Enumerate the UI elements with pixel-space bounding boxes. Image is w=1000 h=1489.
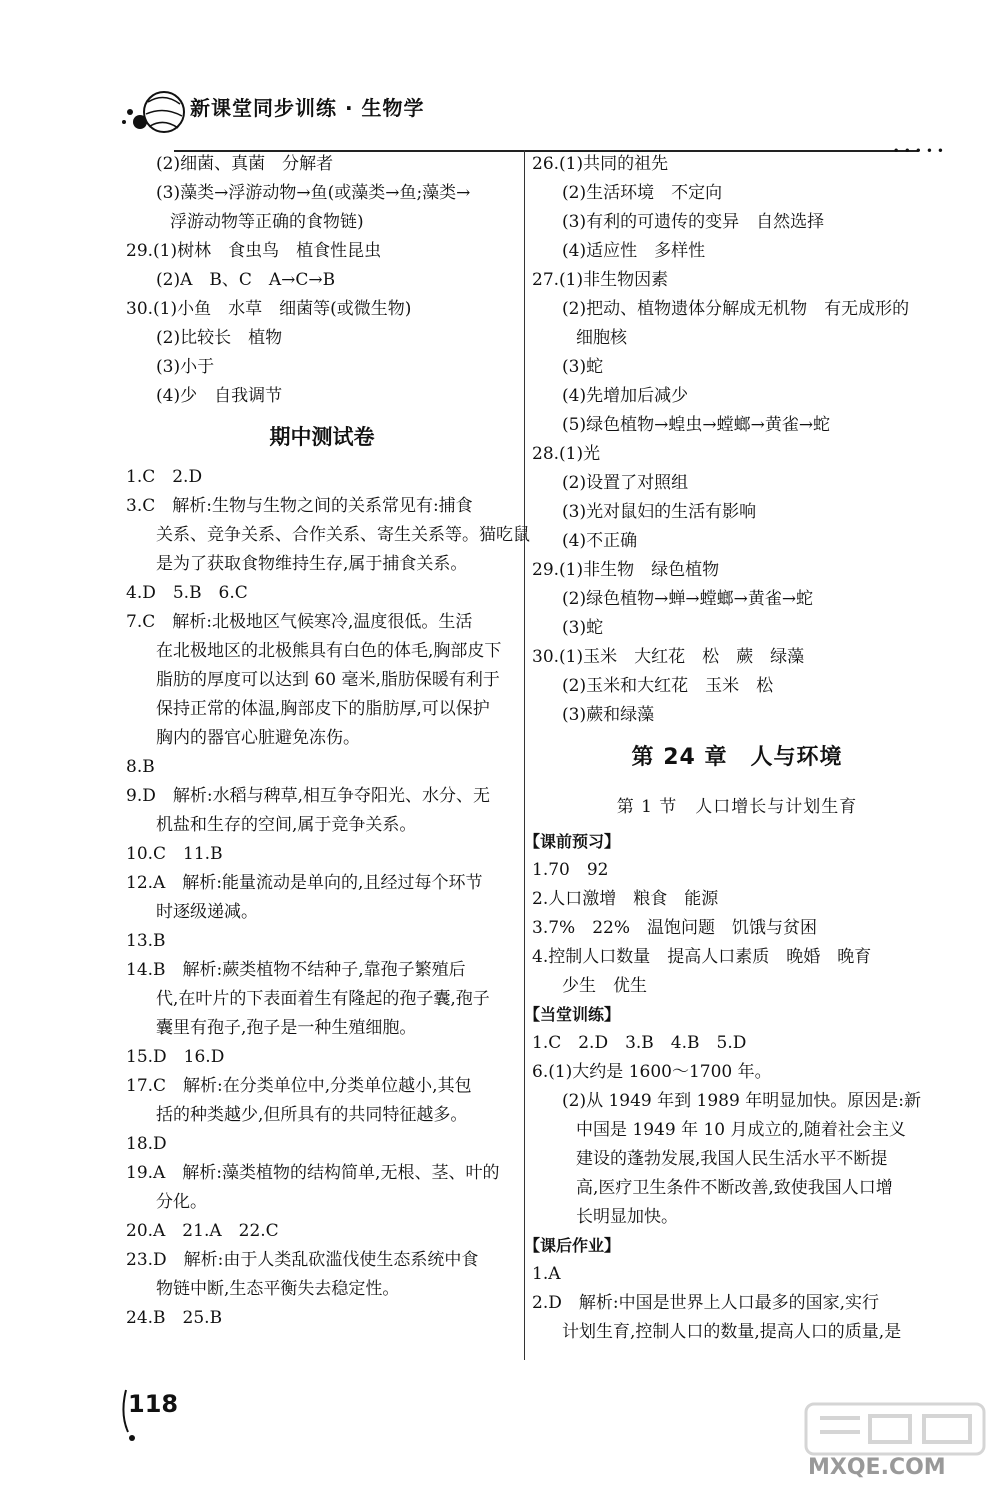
answer-line: 27.(1)非生物因素 [532, 270, 669, 290]
page-header [118, 82, 948, 158]
watermark-url: MXQE.COM [808, 1455, 946, 1480]
answer-line: 17.C 解析:在分类单位中,分类单位越小,其包 [126, 1076, 472, 1096]
answer-line: (2)绿色植物→蝉→螳螂→黄雀→蛇 [562, 589, 814, 609]
answer-line: 20.A 21.A 22.C [126, 1221, 279, 1241]
answer-line: 长明显加快。 [576, 1207, 678, 1227]
answer-line: (4)不正确 [562, 531, 638, 551]
answer-line: 4.D 5.B 6.C [126, 583, 248, 603]
answer-line: (3)小于 [156, 357, 215, 377]
answer-line: 30.(1)玉米 大红花 松 蕨 绿藻 [532, 647, 805, 667]
answer-line: 15.D 16.D [126, 1047, 225, 1067]
answer-line: 3.C 解析:生物与生物之间的关系常见有:捕食 [126, 496, 473, 516]
answer-line: 19.A 解析:藻类植物的结构简单,无根、茎、叶的 [126, 1163, 500, 1183]
answer-line: 13.B [126, 931, 166, 951]
answer-line: 物链中断,生态平衡失去稳定性。 [156, 1279, 400, 1299]
answer-line: (4)适应性 多样性 [562, 241, 706, 261]
section-tag: 【课前预习】 [524, 832, 621, 851]
answer-line: 1.C 2.D 3.B 4.B 5.D [532, 1033, 747, 1053]
answer-line: 29.(1)非生物 绿色植物 [532, 560, 720, 580]
answer-line: 12.A 解析:能量流动是单向的,且经过每个环节 [126, 873, 483, 893]
answer-line: 代,在叶片的下表面着生有隆起的孢子囊,孢子 [156, 989, 490, 1009]
answer-line: 建设的蓬勃发展,我国人民生活水平不断提 [576, 1149, 888, 1169]
answer-line: 1.70 92 [532, 860, 609, 880]
answer-line: (2)把动、植物遗体分解成无机物 有无成形的 [562, 299, 910, 319]
answer-line: 是为了获取食物维持生存,属于捕食关系。 [156, 554, 468, 574]
answer-line: 1.A [532, 1264, 561, 1284]
answer-line: 14.B 解析:蕨类植物不结种子,靠孢子繁殖后 [126, 960, 466, 980]
section-tag: 【当堂训练】 [524, 1005, 621, 1024]
answer-line: 时逐级递减。 [156, 902, 258, 922]
answer-line: 胸内的器官心脏避免冻伤。 [156, 728, 360, 748]
answer-line: 高,医疗卫生条件不断改善,致使我国人口增 [576, 1178, 893, 1198]
answer-line: 计划生育,控制人口的数量,提高人口的质量,是 [562, 1322, 902, 1342]
answer-line: (4)少 自我调节 [156, 386, 283, 406]
answer-line: 29.(1)树林 食虫鸟 植食性昆虫 [126, 241, 382, 261]
answer-line: 囊里有孢子,孢子是一种生殖细胞。 [156, 1018, 417, 1038]
section-tag: 【课后作业】 [524, 1236, 621, 1255]
answer-line: 细胞核 [576, 328, 627, 348]
left-column [126, 150, 530, 1333]
subsection-title: 第 1 节 人口增长与计划生育 [616, 797, 858, 817]
answer-line: 在北极地区的北极熊具有白色的体毛,胸部皮下 [156, 641, 502, 661]
answer-line: (2)生活环境 不定向 [562, 183, 723, 203]
book-logo-icon [118, 88, 188, 140]
column-divider [524, 150, 525, 1360]
answer-line: (2)A B、C A→C→B [156, 270, 336, 290]
answer-line: (5)绿色植物→蝗虫→螳螂→黄雀→蛇 [562, 415, 831, 435]
answer-line: 脂肪的厚度可以达到 60 毫米,脂肪保暖有利于 [156, 670, 500, 690]
answer-line: 关系、竞争关系、合作关系、寄生关系等。猫吃鼠 [156, 525, 530, 545]
answer-line: (3)光对鼠妇的生活有影响 [562, 502, 757, 522]
answer-line: 26.(1)共同的祖先 [532, 154, 669, 174]
answer-line: 18.D [126, 1134, 167, 1154]
answer-line: 4.控制人口数量 提高人口素质 晚婚 晚育 [532, 947, 872, 967]
answer-line: (3)蛇 [562, 357, 604, 377]
answer-line: 分化。 [156, 1192, 207, 1212]
answer-line: 9.D 解析:水稻与稗草,相互争夺阳光、水分、无 [126, 786, 490, 806]
answer-line: 机盐和生存的空间,属于竞争关系。 [156, 815, 417, 835]
answer-line: 10.C 11.B [126, 844, 223, 864]
answer-line: (3)蛇 [562, 618, 604, 638]
answer-line: (3)藻类→浮游动物→鱼(或藻类→鱼;藻类→ [156, 183, 471, 203]
header-dots: ••••• [892, 144, 948, 158]
answer-line: 2.D 解析:中国是世界上人口最多的国家,实行 [532, 1293, 879, 1313]
answer-line: 括的种类越少,但所具有的共同特征越多。 [156, 1105, 468, 1125]
answer-line: (3)蕨和绿藻 [562, 705, 655, 725]
answer-line: 6.(1)大约是 1600～1700 年。 [532, 1062, 772, 1082]
answer-line: (2)从 1949 年到 1989 年明显加快。原因是:新 [562, 1091, 921, 1111]
header-title: 新课堂同步训练 · 生物学 [190, 96, 425, 120]
answer-line: 保持正常的体温,胸部皮下的脂肪厚,可以保护 [156, 699, 490, 719]
answer-line: 8.B [126, 757, 155, 777]
answer-line: 2.人口激增 粮食 能源 [532, 889, 719, 909]
answer-line: 浮游动物等正确的食物链) [170, 212, 364, 232]
chapter-title: 第 24 章 人与环境 [631, 745, 843, 770]
answer-line: 24.B 25.B [126, 1308, 223, 1328]
page-number: 118 [128, 1390, 179, 1418]
answer-line: (4)先增加后减少 [562, 386, 689, 406]
answer-line: 23.D 解析:由于人类乱砍滥伐使生态系统中食 [126, 1250, 479, 1270]
answer-line: 7.C 解析:北极地区气候寒冷,温度很低。生活 [126, 612, 473, 632]
answer-line: (2)玉米和大红花 玉米 松 [562, 676, 774, 696]
answer-line: 中国是 1949 年 10 月成立的,随着社会主义 [576, 1120, 906, 1140]
section-title: 期中测试卷 [269, 425, 375, 449]
answer-line: 少生 优生 [562, 976, 647, 996]
answer-line: 28.(1)光 [532, 444, 601, 464]
answer-line: 30.(1)小鱼 水草 细菌等(或微生物) [126, 299, 412, 319]
answer-line: (3)有利的可遗传的变异 自然选择 [562, 212, 825, 232]
answer-line: (2)比较长 植物 [156, 328, 283, 348]
answer-line: 1.C 2.D [126, 467, 203, 487]
right-column [524, 150, 942, 1347]
answer-line: (2)细菌、真菌 分解者 [156, 154, 334, 174]
answer-line: 3.7% 22% 温饱问题 饥饿与贫困 [532, 918, 817, 938]
answer-line: (2)设置了对照组 [562, 473, 689, 493]
